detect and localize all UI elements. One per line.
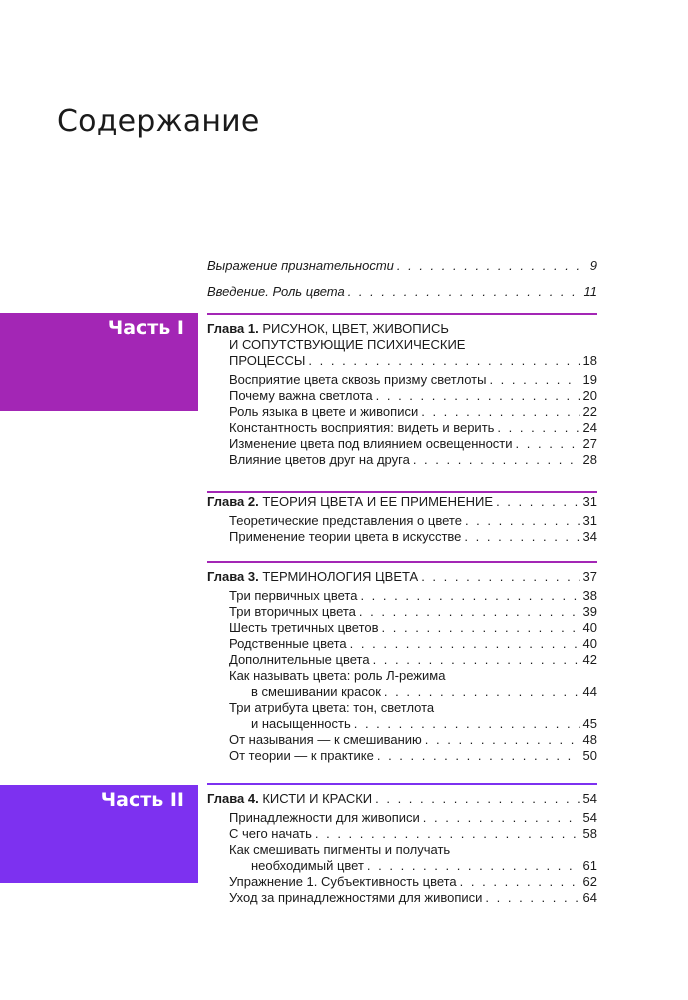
chapter-heading-end[interactable]	[207, 353, 597, 369]
entry-title: Три вторичных цвета	[229, 604, 356, 619]
chapter-title-line: ПРОЦЕССЫ	[229, 353, 306, 368]
dot-leader	[516, 436, 580, 452]
dot-leader	[485, 890, 579, 906]
toc-entry[interactable]	[207, 513, 597, 529]
chapter-divider	[207, 313, 597, 315]
dot-leader	[413, 452, 580, 468]
entry-title-line: и насыщенность	[251, 716, 351, 731]
chapter-3	[207, 569, 597, 764]
dot-leader	[348, 284, 581, 300]
entry-page: 54	[582, 791, 597, 806]
entry-title-line: в смешивании красок	[251, 684, 381, 699]
chapter-label: Глава 4.	[207, 791, 259, 806]
chapter-1	[207, 321, 597, 468]
dot-leader	[497, 420, 579, 436]
dot-leader	[425, 732, 580, 748]
entry-page: 22	[582, 404, 597, 419]
chapter-heading[interactable]	[207, 494, 597, 510]
entry-page: 62	[582, 874, 597, 889]
entry-page: 50	[582, 748, 597, 763]
chapter-heading[interactable]	[207, 569, 597, 585]
chapter-divider	[207, 491, 597, 493]
dot-leader	[350, 636, 580, 652]
toc-entry[interactable]	[207, 732, 597, 748]
chapter-title-line: РИСУНОК, ЦВЕТ, ЖИВОПИСЬ	[262, 321, 449, 336]
entry-page: 31	[582, 513, 597, 528]
toc-entry[interactable]	[207, 420, 597, 436]
dot-leader	[421, 569, 579, 585]
entry-page: 20	[582, 388, 597, 403]
dot-leader	[382, 620, 580, 636]
chapter-title: ТЕОРИЯ ЦВЕТА И ЕЕ ПРИМЕНЕНИЕ	[262, 494, 494, 509]
chapter-divider	[207, 783, 597, 785]
dot-leader	[377, 748, 580, 764]
entry-title: Применение теории цвета в искусстве	[229, 529, 462, 544]
entry-title-line[interactable]: Как смешивать пигменты и получать	[229, 842, 451, 857]
entry-page: 39	[582, 604, 597, 619]
chapter-label: Глава 3.	[207, 569, 259, 584]
entry-title: Влияние цветов друг на друга	[229, 452, 410, 467]
entry-title: Упражнение 1. Субъективность цвета	[229, 874, 457, 889]
toc-entry[interactable]	[207, 858, 597, 874]
entry-title-line[interactable]: Как называть цвета: роль Л-режима	[229, 668, 446, 683]
entry-page: 61	[582, 858, 597, 873]
chapter-4	[207, 791, 597, 906]
toc-entry[interactable]	[207, 372, 597, 388]
entry-title: Дополнительные цвета	[229, 652, 370, 667]
entry-page: 28	[582, 452, 597, 467]
dot-leader	[308, 353, 579, 369]
entry-title: Изменение цвета под влиянием освещенности	[229, 436, 513, 451]
entry-page: 27	[582, 436, 597, 451]
dot-leader	[315, 826, 580, 842]
chapter-label: Глава 1.	[207, 321, 259, 336]
entry-title: Введение. Роль цвета	[207, 284, 345, 299]
entry-title: От теории — к практике	[229, 748, 374, 763]
toc-entry[interactable]	[207, 826, 597, 842]
dot-leader	[360, 588, 579, 604]
dot-leader	[489, 372, 579, 388]
toc-entry[interactable]	[207, 810, 597, 826]
entry-page: 37	[582, 569, 597, 584]
dot-leader	[460, 874, 580, 890]
entry-title: Принадлежности для живописи	[229, 810, 420, 825]
toc-entry[interactable]	[207, 874, 597, 890]
toc-entry[interactable]	[207, 258, 597, 274]
entry-page: 19	[582, 372, 597, 387]
entry-page: 18	[582, 353, 597, 368]
part-1-band	[0, 313, 198, 411]
chapter-title: ТЕРМИНОЛОГИЯ ЦВЕТА	[262, 569, 419, 584]
toc-entry[interactable]	[207, 684, 597, 700]
chapter-label: Глава 2.	[207, 494, 259, 509]
entry-page: 48	[582, 732, 597, 747]
entry-title: Три первичных цвета	[229, 588, 358, 603]
part-2-band	[0, 785, 198, 883]
entry-title: Восприятие цвета сквозь призму светлоты	[229, 372, 487, 387]
toc-entry[interactable]	[207, 652, 597, 668]
toc-entry[interactable]	[207, 388, 597, 404]
chapter-divider	[207, 561, 597, 563]
toc-entry[interactable]	[207, 529, 597, 545]
toc-entry[interactable]	[207, 748, 597, 764]
dot-leader	[465, 513, 580, 529]
entry-page: 40	[582, 636, 597, 651]
dot-leader	[423, 810, 580, 826]
entry-title: Выражение признательности	[207, 258, 394, 273]
chapter-title-line: И СОПУТСТВУЮЩИЕ ПСИХИЧЕСКИЕ	[229, 337, 466, 352]
entry-title: Теоретические представления о цвете	[229, 513, 462, 528]
entry-page: 31	[582, 494, 597, 509]
entry-page: 64	[582, 890, 597, 905]
entry-page: 42	[582, 652, 597, 667]
entry-page: 40	[582, 620, 597, 635]
dot-leader	[464, 529, 579, 545]
toc-entry[interactable]	[207, 588, 597, 604]
dot-leader	[373, 652, 580, 668]
toc-entry[interactable]	[207, 890, 597, 906]
entry-title: С чего начать	[229, 826, 312, 841]
toc-entry[interactable]	[207, 404, 597, 420]
entry-title: Константность восприятия: видеть и верить	[229, 420, 495, 435]
entry-title: Уход за принадлежностями для живописи	[229, 890, 483, 905]
chapter-title: КИСТИ И КРАСКИ	[262, 791, 373, 806]
toc-entry[interactable]	[207, 604, 597, 620]
part-2-label: Часть II	[100, 789, 184, 811]
toc-entry[interactable]	[207, 284, 597, 300]
entry-page: 11	[583, 284, 597, 299]
dot-leader	[359, 604, 580, 620]
part-1-label: Часть I	[107, 317, 184, 339]
toc-entry[interactable]	[207, 620, 597, 636]
entry-page: 9	[589, 258, 597, 273]
chapter-heading[interactable]	[207, 321, 597, 337]
entry-title: Роль языка в цвете и живописи	[229, 404, 419, 419]
dot-leader	[354, 716, 580, 732]
entry-page: 38	[582, 588, 597, 603]
entry-page: 24	[582, 420, 597, 435]
entry-page: 44	[582, 684, 597, 699]
toc-entry[interactable]	[207, 452, 597, 468]
chapter-heading[interactable]	[207, 791, 597, 807]
dot-leader	[397, 258, 587, 274]
toc-entry[interactable]	[207, 436, 597, 452]
entry-page: 34	[582, 529, 597, 544]
dot-leader	[375, 791, 579, 807]
dot-leader	[384, 684, 580, 700]
entry-title: От называния — к смешиванию	[229, 732, 422, 747]
entry-page: 54	[582, 810, 597, 825]
dot-leader	[367, 858, 580, 874]
dot-leader	[421, 404, 579, 420]
entry-title: Родственные цвета	[229, 636, 347, 651]
dot-leader	[376, 388, 580, 404]
entry-title: Почему важна светлота	[229, 388, 373, 403]
entry-page: 58	[582, 826, 597, 841]
entry-title-line[interactable]: Три атрибута цвета: тон, светлота	[229, 700, 435, 715]
entry-page: 45	[582, 716, 597, 731]
entry-title: Шесть третичных цветов	[229, 620, 379, 635]
page-title: Содержание	[57, 104, 260, 139]
chapter-2	[207, 494, 597, 545]
dot-leader	[496, 494, 579, 510]
toc-entry[interactable]	[207, 716, 597, 732]
entry-title-line: необходимый цвет	[251, 858, 364, 873]
toc-entry[interactable]	[207, 636, 597, 652]
